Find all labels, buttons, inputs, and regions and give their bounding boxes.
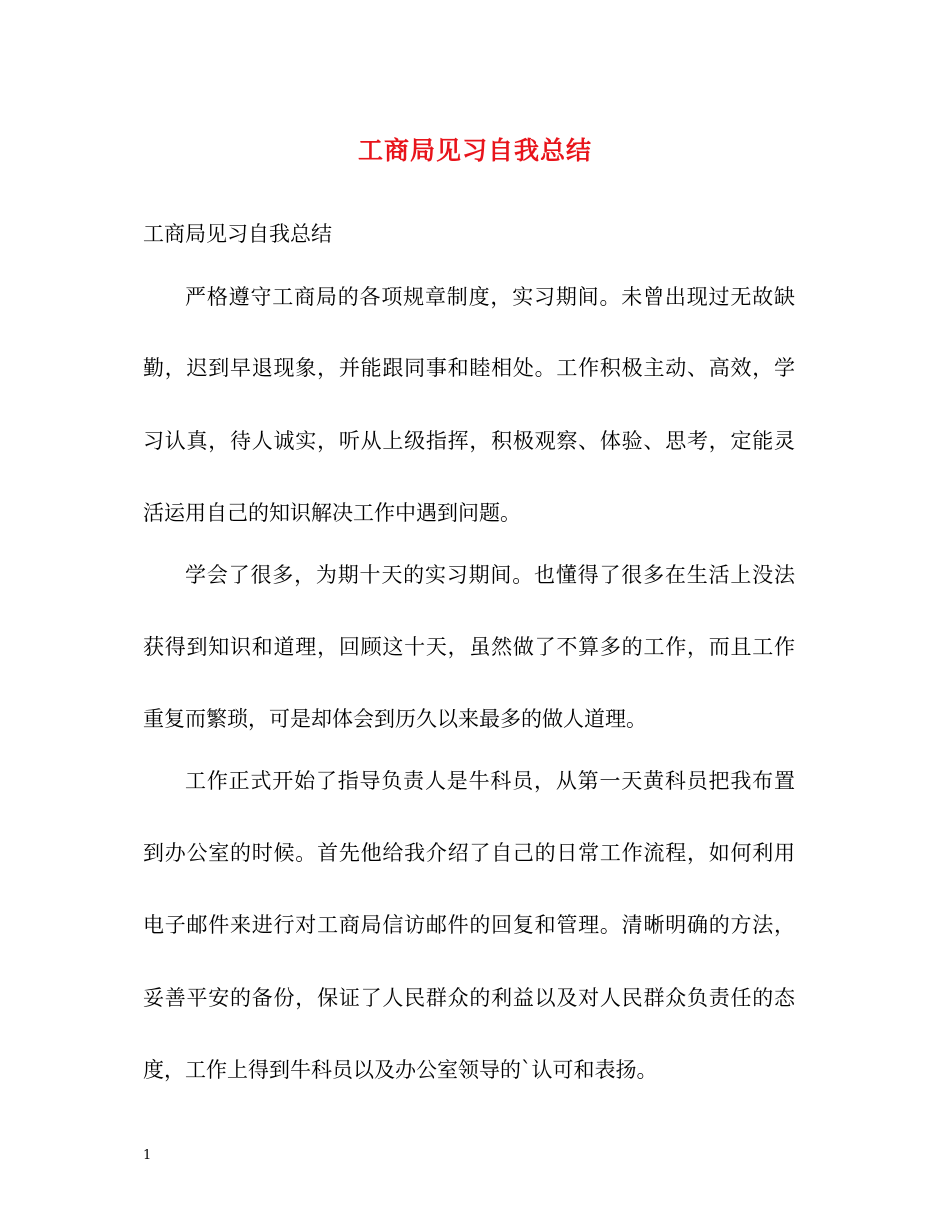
paragraph-3-line-1: 工作正式开始了指导负责人是牛科员，从第一天黄科员把我布置 — [185, 769, 795, 793]
paragraph-2-line-2: 获得到知识和道理，回顾这十天，虽然做了不算多的工作，而且工作 — [143, 635, 795, 659]
page-number: 1 — [143, 1148, 152, 1163]
paragraph-3-line-3: 电子邮件来进行对工商局信访邮件的回复和管理。清晰明确的方法， — [143, 913, 795, 937]
paragraph-3-line-4: 妥善平安的备份，保证了人民群众的利益以及对人民群众负责任的态 — [143, 986, 795, 1010]
document-subtitle: 工商局见习自我总结 — [143, 222, 332, 246]
document-title: 工商局见习自我总结 — [357, 136, 592, 165]
paragraph-1-line-4: 活运用自己的知识解决工作中遇到问题。 — [143, 501, 521, 525]
paragraph-1-line-3: 习认真，待人诚实，听从上级指挥，积极观察、体验、思考，定能灵 — [143, 429, 795, 453]
paragraph-3-line-2: 到办公室的时候。首先他给我介绍了自己的日常工作流程，如何利用 — [143, 841, 795, 865]
paragraph-2-line-1: 学会了很多，为期十天的实习期间。也懂得了很多在生活上没法 — [185, 563, 795, 587]
paragraph-2-line-3: 重复而繁琐，可是却体会到历久以来最多的做人道理。 — [143, 707, 647, 731]
paragraph-1-line-1: 严格遵守工商局的各项规章制度，实习期间。未曾出现过无故缺 — [185, 285, 795, 309]
paragraph-3-line-5: 度，工作上得到牛科员以及办公室领导的`认可和表扬。 — [143, 1058, 658, 1082]
paragraph-1-line-2: 勤，迟到早退现象，并能跟同事和睦相处。工作积极主动、高效，学 — [143, 356, 795, 380]
